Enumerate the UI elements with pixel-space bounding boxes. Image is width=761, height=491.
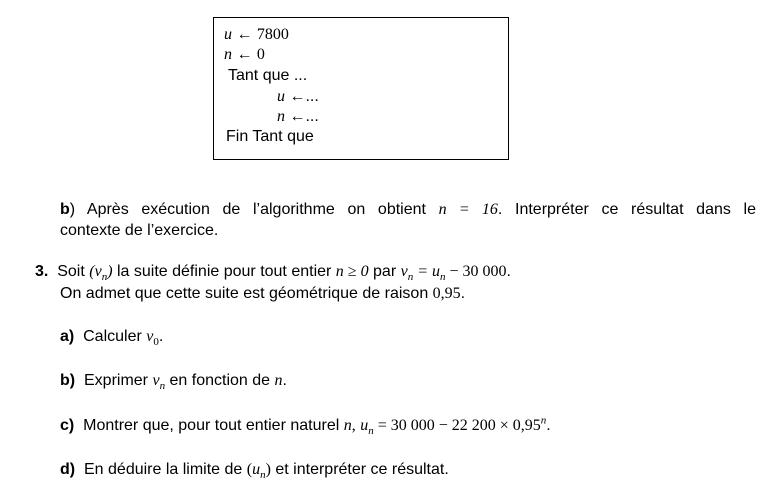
math-vn [152, 372, 166, 393]
math-un [246, 461, 271, 482]
sub-question-label: d) [60, 461, 76, 478]
sub-question-label: a) [60, 328, 75, 345]
assign-arrow: ← [289, 108, 306, 125]
algo-var-n: n [224, 46, 232, 63]
algo-line-1 [224, 26, 289, 44]
algo-var-u: u [224, 26, 232, 43]
math-part: u [360, 417, 369, 434]
math-sub: n [440, 271, 446, 284]
question-3d [60, 461, 449, 482]
algo-value: 7800 [256, 26, 289, 43]
math-sub: n [260, 469, 266, 482]
sub-question-text: . [282, 372, 287, 389]
math-part: u [252, 461, 261, 478]
ratio-value: 0,95 [432, 285, 461, 302]
math-part: ) [265, 461, 271, 478]
q3-text: On admet que cette suite est géométrique de raison [60, 285, 429, 302]
q3-text: Soit [57, 263, 85, 280]
math-part: = u [413, 263, 441, 280]
math-sup: n [540, 414, 547, 427]
algo-line-6: Fin Tant que [226, 128, 314, 145]
math-part: − 30 000 [445, 263, 507, 280]
math-n: n [343, 417, 352, 434]
math-sub: n [368, 425, 374, 438]
q3-text: . [506, 263, 511, 280]
algo-var-n: n [277, 108, 285, 125]
math-n: n [274, 372, 283, 389]
sub-question-text: et interpréter ce résultat. [275, 461, 449, 478]
question-3-line-2 [60, 285, 465, 303]
part-b-text-after: . Interpréter ce résultat dans le [497, 201, 757, 218]
algo-line-3: Tant que ... [228, 67, 308, 84]
algo-value: ... [305, 88, 319, 105]
question-3b [60, 372, 287, 393]
q3-text: par [373, 263, 397, 280]
assign-arrow: ← [236, 26, 253, 43]
algo-line-4 [277, 88, 319, 106]
sub-question-text: Montrer que, pour tout entier naturel [83, 417, 340, 434]
part-b-text: ) Après exécution de l’algorithme on obtient [69, 201, 426, 218]
algorithm-box [213, 17, 509, 160]
math-part: ( [246, 461, 253, 478]
sub-question-text: Exprimer [84, 372, 149, 389]
math-v0 [146, 328, 159, 349]
sub-question-text: . [546, 417, 551, 434]
assign-arrow: ← [236, 46, 253, 63]
math-sub: 0 [153, 336, 159, 349]
algo-value: 0 [256, 46, 265, 63]
part-b-line-2: contexte de l’exercice. [60, 222, 219, 239]
sub-question-text: . [158, 328, 164, 345]
math-vn [89, 263, 113, 284]
part-b-math [439, 201, 756, 218]
q3-text: la suite définie pour tout entier [116, 263, 332, 280]
algo-line-2 [224, 46, 265, 64]
question-3-line-1 [35, 263, 511, 284]
math-definition [400, 263, 507, 284]
assign-arrow: ← [289, 88, 306, 105]
sub-question-label: c) [60, 417, 75, 434]
part-b-line-1 [60, 201, 756, 219]
q3-text: . [460, 285, 466, 302]
math-part: = 30 000 − 22 200 × 0,95 [373, 417, 541, 434]
sub-question-text: en fonction de [169, 372, 271, 389]
part-b-label: b [60, 201, 70, 218]
question-3a [60, 328, 164, 349]
algo-var-u: u [277, 88, 285, 105]
sub-question-label: b) [60, 372, 76, 389]
sub-question-text: Calculer [83, 328, 142, 345]
math-part: v [146, 328, 154, 345]
math-part: (v [89, 263, 102, 280]
math-sub: n [101, 271, 108, 284]
math-part: , [351, 417, 356, 434]
question-3c [60, 414, 551, 438]
math-condition: n ≥ 0 [335, 263, 369, 280]
algo-value: ... [305, 108, 319, 125]
math-part: v [152, 372, 160, 389]
question-number: 3. [35, 263, 49, 280]
math-formula [360, 414, 547, 438]
math-expression: n = 16 [438, 201, 498, 218]
sub-question-text: En déduire la limite de [84, 461, 243, 478]
math-part: v [400, 263, 408, 280]
math-sub: n [407, 271, 414, 284]
math-sub: n [159, 380, 166, 393]
math-part: ) [107, 263, 113, 280]
algo-line-5 [277, 108, 319, 126]
